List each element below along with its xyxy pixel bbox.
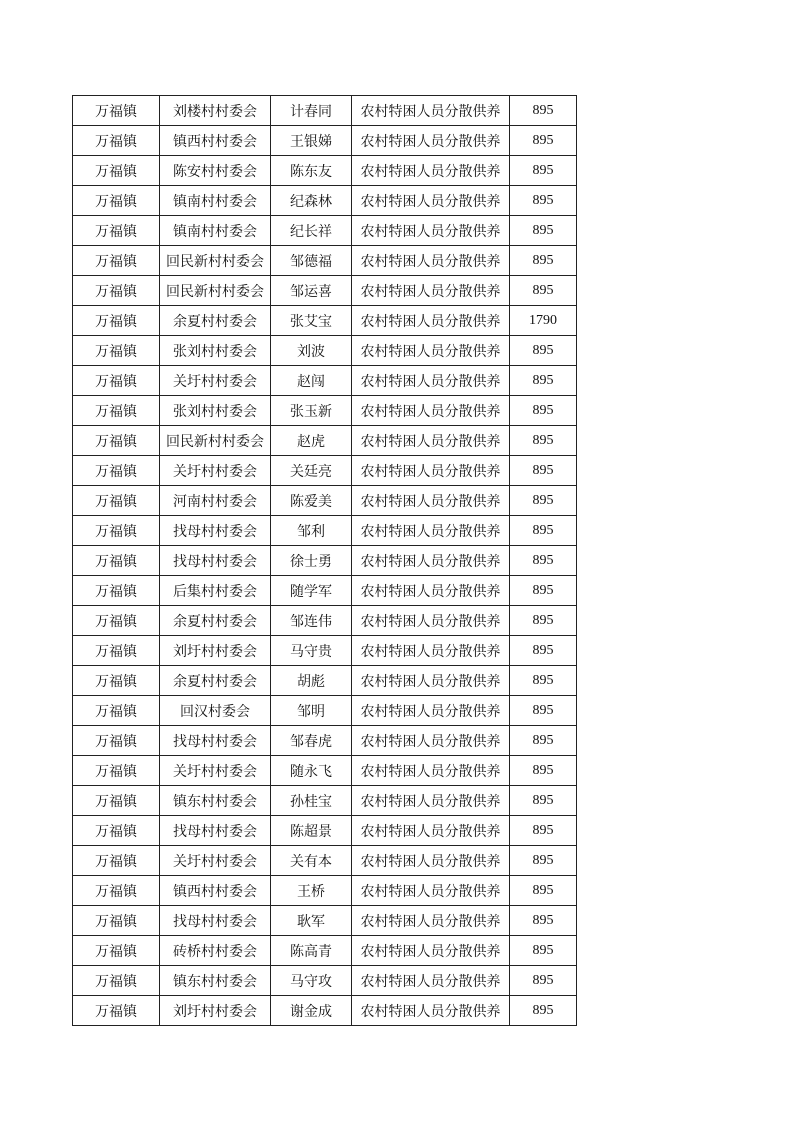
town-cell: 万福镇 — [73, 726, 160, 756]
name-cell: 张玉新 — [271, 396, 352, 426]
category-cell: 农村特困人员分散供养 — [352, 756, 510, 786]
name-cell: 陈东友 — [271, 156, 352, 186]
village-committee-cell: 关圩村村委会 — [160, 846, 271, 876]
name-cell: 王桥 — [271, 876, 352, 906]
town-cell: 万福镇 — [73, 936, 160, 966]
amount-cell: 895 — [510, 606, 577, 636]
village-committee-cell: 余夏村村委会 — [160, 666, 271, 696]
table-row — [73, 816, 577, 846]
village-committee-cell: 回民新村村委会 — [160, 246, 271, 276]
amount-cell: 895 — [510, 456, 577, 486]
village-committee-cell: 刘楼村村委会 — [160, 96, 271, 126]
amount-cell: 895 — [510, 726, 577, 756]
name-cell: 马守攻 — [271, 966, 352, 996]
town-cell: 万福镇 — [73, 456, 160, 486]
table-row — [73, 846, 577, 876]
category-cell: 农村特困人员分散供养 — [352, 906, 510, 936]
town-cell: 万福镇 — [73, 696, 160, 726]
amount-cell: 895 — [510, 696, 577, 726]
village-committee-cell: 砖桥村村委会 — [160, 936, 271, 966]
table-row — [73, 516, 577, 546]
name-cell: 王银娣 — [271, 126, 352, 156]
table-row — [73, 366, 577, 396]
table-row — [73, 756, 577, 786]
name-cell: 陈高青 — [271, 936, 352, 966]
table-row — [73, 486, 577, 516]
village-committee-cell: 找母村村委会 — [160, 516, 271, 546]
name-cell: 徐士勇 — [271, 546, 352, 576]
name-cell: 胡彪 — [271, 666, 352, 696]
name-cell: 陈爱美 — [271, 486, 352, 516]
town-cell: 万福镇 — [73, 186, 160, 216]
table-row — [73, 546, 577, 576]
amount-cell: 895 — [510, 126, 577, 156]
table-row — [73, 606, 577, 636]
category-cell: 农村特困人员分散供养 — [352, 846, 510, 876]
table-row — [73, 306, 577, 336]
category-cell: 农村特困人员分散供养 — [352, 366, 510, 396]
village-committee-cell: 关圩村村委会 — [160, 366, 271, 396]
town-cell: 万福镇 — [73, 876, 160, 906]
name-cell: 邹连伟 — [271, 606, 352, 636]
name-cell: 纪森林 — [271, 186, 352, 216]
amount-cell: 895 — [510, 966, 577, 996]
name-cell: 纪长祥 — [271, 216, 352, 246]
category-cell: 农村特困人员分散供养 — [352, 876, 510, 906]
table-row — [73, 876, 577, 906]
category-cell: 农村特困人员分散供养 — [352, 96, 510, 126]
amount-cell: 895 — [510, 246, 577, 276]
village-committee-cell: 张刘村村委会 — [160, 336, 271, 366]
category-cell: 农村特困人员分散供养 — [352, 606, 510, 636]
amount-cell: 895 — [510, 846, 577, 876]
town-cell: 万福镇 — [73, 906, 160, 936]
amount-cell: 895 — [510, 996, 577, 1026]
amount-cell: 895 — [510, 276, 577, 306]
table-row — [73, 996, 577, 1026]
town-cell: 万福镇 — [73, 366, 160, 396]
category-cell: 农村特困人员分散供养 — [352, 156, 510, 186]
town-cell: 万福镇 — [73, 666, 160, 696]
village-committee-cell: 镇西村村委会 — [160, 126, 271, 156]
table-row — [73, 696, 577, 726]
town-cell: 万福镇 — [73, 996, 160, 1026]
category-cell: 农村特困人员分散供养 — [352, 516, 510, 546]
amount-cell: 895 — [510, 756, 577, 786]
village-committee-cell: 镇东村村委会 — [160, 786, 271, 816]
amount-cell: 895 — [510, 486, 577, 516]
village-committee-cell: 镇西村村委会 — [160, 876, 271, 906]
amount-cell: 1790 — [510, 306, 577, 336]
town-cell: 万福镇 — [73, 606, 160, 636]
table-row — [73, 576, 577, 606]
village-committee-cell: 回民新村村委会 — [160, 276, 271, 306]
name-cell: 关有本 — [271, 846, 352, 876]
village-committee-cell: 河南村村委会 — [160, 486, 271, 516]
town-cell: 万福镇 — [73, 966, 160, 996]
table-row — [73, 276, 577, 306]
town-cell: 万福镇 — [73, 576, 160, 606]
town-cell: 万福镇 — [73, 216, 160, 246]
town-cell: 万福镇 — [73, 396, 160, 426]
table-row — [73, 156, 577, 186]
town-cell: 万福镇 — [73, 306, 160, 336]
category-cell: 农村特困人员分散供养 — [352, 636, 510, 666]
town-cell: 万福镇 — [73, 276, 160, 306]
category-cell: 农村特困人员分散供养 — [352, 246, 510, 276]
table-row — [73, 126, 577, 156]
town-cell: 万福镇 — [73, 816, 160, 846]
table-row — [73, 966, 577, 996]
table-row — [73, 786, 577, 816]
town-cell: 万福镇 — [73, 786, 160, 816]
village-committee-cell: 找母村村委会 — [160, 816, 271, 846]
amount-cell: 895 — [510, 576, 577, 606]
town-cell: 万福镇 — [73, 336, 160, 366]
table-row — [73, 936, 577, 966]
name-cell: 邹春虎 — [271, 726, 352, 756]
name-cell: 张艾宝 — [271, 306, 352, 336]
table-row — [73, 216, 577, 246]
table-row — [73, 906, 577, 936]
town-cell: 万福镇 — [73, 246, 160, 276]
category-cell: 农村特困人员分散供养 — [352, 126, 510, 156]
amount-cell: 895 — [510, 186, 577, 216]
category-cell: 农村特困人员分散供养 — [352, 426, 510, 456]
name-cell: 谢金成 — [271, 996, 352, 1026]
table-row — [73, 636, 577, 666]
name-cell: 陈超景 — [271, 816, 352, 846]
amount-cell: 895 — [510, 786, 577, 816]
name-cell: 邹德福 — [271, 246, 352, 276]
village-committee-cell: 镇东村村委会 — [160, 966, 271, 996]
amount-cell: 895 — [510, 96, 577, 126]
category-cell: 农村特困人员分散供养 — [352, 696, 510, 726]
town-cell: 万福镇 — [73, 846, 160, 876]
amount-cell: 895 — [510, 906, 577, 936]
category-cell: 农村特困人员分散供养 — [352, 396, 510, 426]
table-row — [73, 246, 577, 276]
name-cell: 孙桂宝 — [271, 786, 352, 816]
name-cell: 耿军 — [271, 906, 352, 936]
category-cell: 农村特困人员分散供养 — [352, 456, 510, 486]
village-committee-cell: 刘圩村村委会 — [160, 636, 271, 666]
town-cell: 万福镇 — [73, 546, 160, 576]
category-cell: 农村特困人员分散供养 — [352, 486, 510, 516]
table-body — [73, 96, 577, 1026]
category-cell: 农村特困人员分散供养 — [352, 306, 510, 336]
village-committee-cell: 余夏村村委会 — [160, 606, 271, 636]
village-committee-cell: 关圩村村委会 — [160, 756, 271, 786]
village-committee-cell: 回汉村委会 — [160, 696, 271, 726]
table-row — [73, 726, 577, 756]
amount-cell: 895 — [510, 336, 577, 366]
category-cell: 农村特困人员分散供养 — [352, 726, 510, 756]
table-row — [73, 426, 577, 456]
amount-cell: 895 — [510, 876, 577, 906]
table-row — [73, 396, 577, 426]
category-cell: 农村特困人员分散供养 — [352, 816, 510, 846]
amount-cell: 895 — [510, 546, 577, 576]
village-committee-cell: 镇南村村委会 — [160, 216, 271, 246]
village-committee-cell: 回民新村村委会 — [160, 426, 271, 456]
village-committee-cell: 刘圩村村委会 — [160, 996, 271, 1026]
town-cell: 万福镇 — [73, 126, 160, 156]
name-cell: 邹运喜 — [271, 276, 352, 306]
amount-cell: 895 — [510, 666, 577, 696]
amount-cell: 895 — [510, 426, 577, 456]
name-cell: 计春同 — [271, 96, 352, 126]
category-cell: 农村特困人员分散供养 — [352, 276, 510, 306]
town-cell: 万福镇 — [73, 156, 160, 186]
name-cell: 邹利 — [271, 516, 352, 546]
table-row — [73, 336, 577, 366]
records-table — [72, 95, 577, 1026]
category-cell: 农村特困人员分散供养 — [352, 996, 510, 1026]
village-committee-cell: 余夏村村委会 — [160, 306, 271, 336]
name-cell: 随永飞 — [271, 756, 352, 786]
name-cell: 马守贵 — [271, 636, 352, 666]
category-cell: 农村特困人员分散供养 — [352, 936, 510, 966]
amount-cell: 895 — [510, 516, 577, 546]
village-committee-cell: 陈安村村委会 — [160, 156, 271, 186]
village-committee-cell: 关圩村村委会 — [160, 456, 271, 486]
amount-cell: 895 — [510, 636, 577, 666]
amount-cell: 895 — [510, 366, 577, 396]
category-cell: 农村特困人员分散供养 — [352, 546, 510, 576]
category-cell: 农村特困人员分散供养 — [352, 666, 510, 696]
name-cell: 邹明 — [271, 696, 352, 726]
name-cell: 刘波 — [271, 336, 352, 366]
village-committee-cell: 找母村村委会 — [160, 906, 271, 936]
town-cell: 万福镇 — [73, 636, 160, 666]
category-cell: 农村特困人员分散供养 — [352, 186, 510, 216]
table-row — [73, 666, 577, 696]
town-cell: 万福镇 — [73, 96, 160, 126]
name-cell: 关廷亮 — [271, 456, 352, 486]
town-cell: 万福镇 — [73, 486, 160, 516]
table-row — [73, 96, 577, 126]
table-row — [73, 456, 577, 486]
category-cell: 农村特困人员分散供养 — [352, 336, 510, 366]
category-cell: 农村特困人员分散供养 — [352, 786, 510, 816]
amount-cell: 895 — [510, 156, 577, 186]
village-committee-cell: 张刘村村委会 — [160, 396, 271, 426]
town-cell: 万福镇 — [73, 756, 160, 786]
village-committee-cell: 找母村村委会 — [160, 726, 271, 756]
amount-cell: 895 — [510, 816, 577, 846]
name-cell: 随学军 — [271, 576, 352, 606]
category-cell: 农村特困人员分散供养 — [352, 216, 510, 246]
amount-cell: 895 — [510, 216, 577, 246]
category-cell: 农村特困人员分散供养 — [352, 576, 510, 606]
category-cell: 农村特困人员分散供养 — [352, 966, 510, 996]
town-cell: 万福镇 — [73, 516, 160, 546]
village-committee-cell: 后集村村委会 — [160, 576, 271, 606]
village-committee-cell: 镇南村村委会 — [160, 186, 271, 216]
town-cell: 万福镇 — [73, 426, 160, 456]
village-committee-cell: 找母村村委会 — [160, 546, 271, 576]
name-cell: 赵虎 — [271, 426, 352, 456]
name-cell: 赵闯 — [271, 366, 352, 396]
table-row — [73, 186, 577, 216]
amount-cell: 895 — [510, 396, 577, 426]
amount-cell: 895 — [510, 936, 577, 966]
